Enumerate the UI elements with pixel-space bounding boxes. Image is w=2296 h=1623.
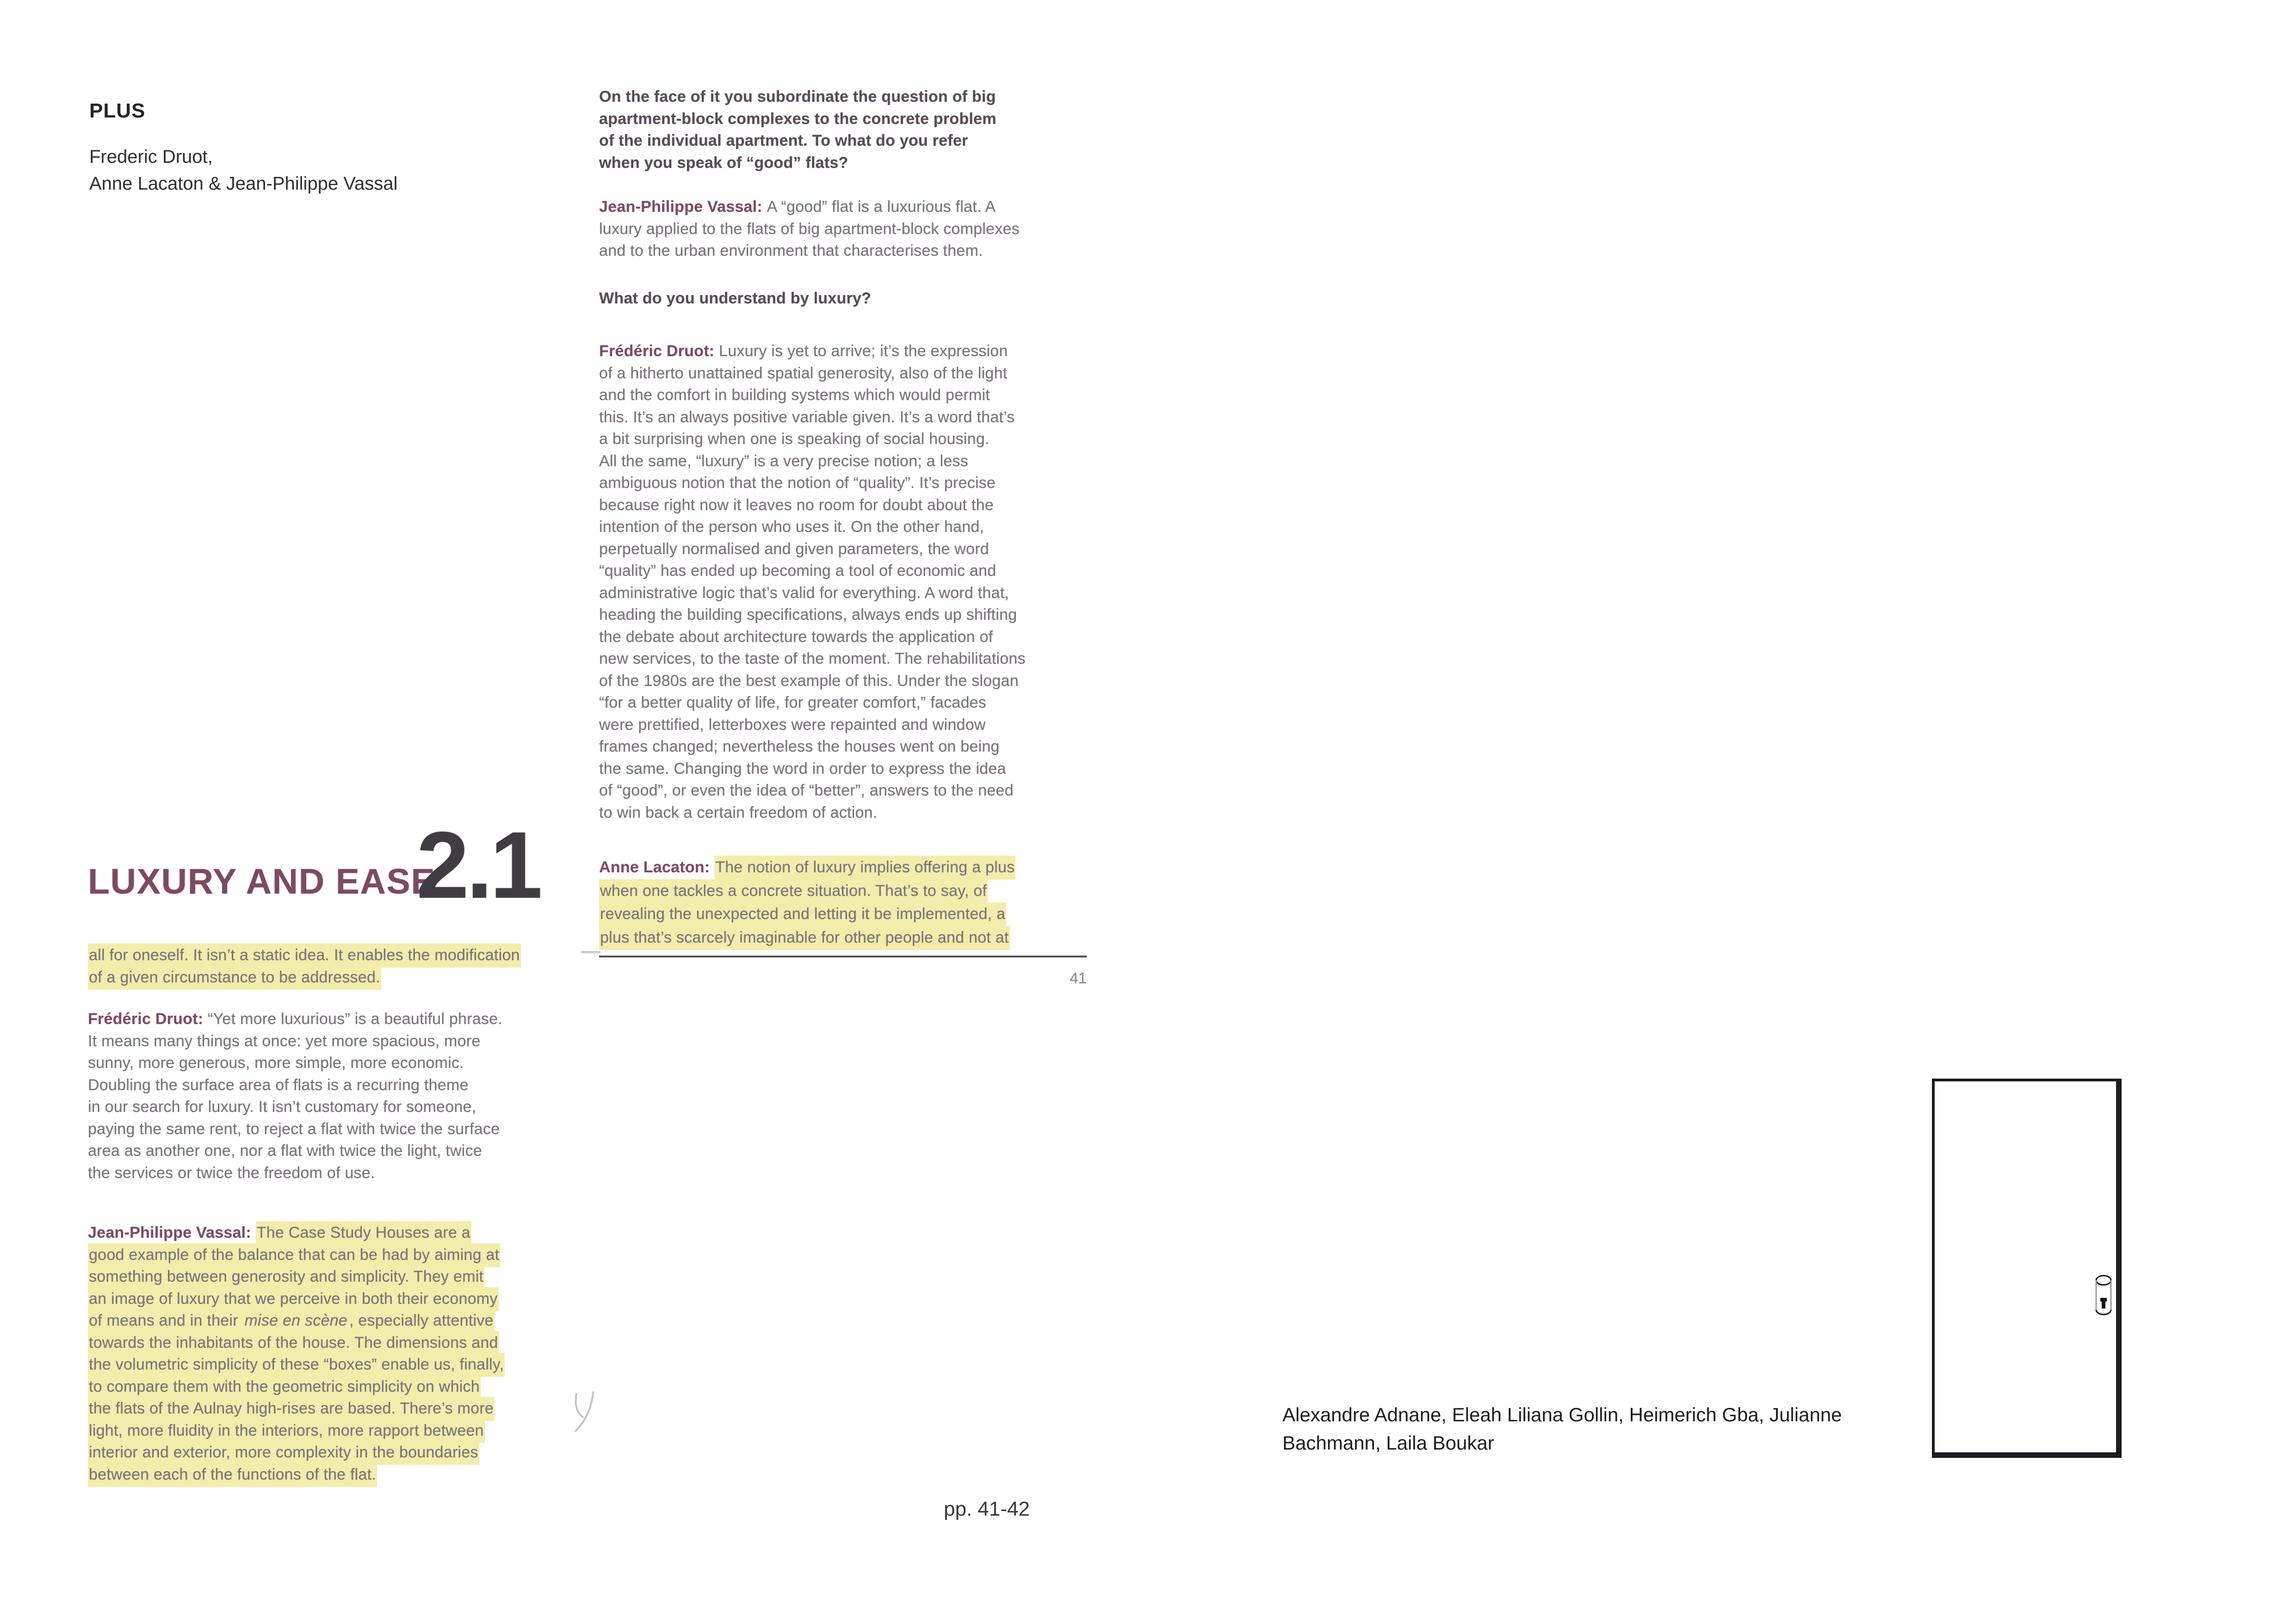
text-segment: apartment-block complexes to the concrete problem [599, 110, 996, 128]
text-line [88, 1310, 611, 1332]
text-segment: A “good” flat is a luxurious flat. A [767, 198, 996, 216]
text-segment: Anne Lacaton: [599, 858, 715, 876]
text-segment: “for a better quality of life, for greater comfort,” facades [599, 694, 987, 711]
text-segment: Frédéric Druot: [88, 1010, 208, 1028]
text-line [599, 494, 1094, 517]
text-segment: new services, to the taste of the moment. The rehabilitations [599, 650, 1026, 667]
text-segment: mise en scène [243, 1309, 348, 1333]
text-line [88, 1288, 611, 1310]
text-line [599, 450, 1094, 473]
text-segment: Jean-Philippe Vassal: [599, 198, 767, 216]
text-segment: the debate about architecture towards the application of [599, 628, 993, 646]
text-segment: of means and in their [88, 1309, 243, 1333]
text-segment: of a given circumstance to be addressed. [88, 966, 381, 990]
text-line [599, 758, 1094, 780]
text-line [88, 1398, 611, 1420]
text-line [599, 516, 1094, 538]
text-segment: of the individual apartment. To what do you refer [599, 132, 968, 149]
paragraph-druot-luxury [599, 340, 1094, 824]
text-segment: It means many things at once: yet more spacious, more [88, 1032, 481, 1050]
text-segment: Luxury is yet to arrive; it’s the expression [719, 342, 1008, 360]
text-segment: the volumetric simplicity of these “boxes” enable us, finally, [88, 1353, 505, 1377]
text-segment: between each of the functions of the flat. [88, 1463, 377, 1487]
text-segment: On the face of it you subordinate the question of big [599, 88, 996, 105]
stray-pencil-dash [581, 951, 600, 953]
text-segment: light, more fluidity in the interiors, more rapport between [88, 1419, 485, 1443]
paragraph-overflow-highlighted [88, 944, 606, 988]
names-line: Bachmann, Laila Boukar [1282, 1432, 1494, 1454]
text-line [599, 736, 1094, 758]
text-segment: What do you understand by luxury? [599, 290, 872, 307]
text-line [88, 1008, 606, 1031]
text-line [599, 802, 1094, 824]
text-line [88, 1354, 611, 1376]
text-line [599, 626, 1094, 648]
text-line [599, 288, 1094, 310]
text-line [88, 1464, 611, 1486]
text-line [599, 130, 1094, 152]
text-segment: area as another one, nor a flat with twice the light, twice [88, 1142, 482, 1160]
text-line [599, 428, 1094, 450]
text-line [88, 1244, 611, 1266]
text-segment: and to the urban environment that characterises them. [599, 242, 983, 259]
text-line [599, 648, 1094, 670]
pencil-mark [570, 1390, 600, 1435]
text-segment: when you speak of “good” flats? [599, 154, 848, 172]
text-segment: “quality” has ended up becoming a tool of economic and [599, 562, 996, 580]
pages-caption: pp. 41-42 [944, 1498, 1030, 1520]
paragraph-vassal-case-study [88, 1222, 611, 1486]
text-segment: revealing the unexpected and letting it be implemented, a [599, 902, 1006, 926]
text-line [88, 967, 606, 989]
text-line [88, 1074, 606, 1097]
door-handle-icon [2095, 1275, 2113, 1317]
text-segment: sunny, more generous, more simple, more economic. [88, 1054, 464, 1072]
chapter-number: 2.1 [416, 812, 540, 918]
text-line [599, 196, 1094, 218]
text-line [88, 1140, 606, 1162]
text-line [599, 218, 1094, 241]
text-line [599, 86, 1094, 108]
text-line [599, 407, 1094, 429]
text-line [88, 1031, 606, 1053]
text-line [88, 1266, 611, 1288]
text-segment: plus that’s scarcely imaginable for other people and not at [599, 926, 1010, 950]
text-segment: the flats of the Aulnay high-rises are based. There’s more [88, 1397, 495, 1421]
text-line [599, 604, 1094, 626]
text-segment: paying the same rent, to reject a flat with twice the surface [88, 1120, 500, 1138]
text-segment: administrative logic that’s valid for everything. A word that, [599, 584, 1009, 602]
text-line [599, 384, 1094, 407]
text-segment: heading the building specifications, always ends up shifting [599, 606, 1017, 623]
text-segment: of “good”, or even the idea of “better”, answers to the need [599, 782, 1014, 799]
interviewer-question-luxury [599, 288, 1094, 310]
authors-block [89, 143, 397, 197]
text-segment: because right now it leaves no room for doubt about the [599, 496, 994, 514]
text-segment: “Yet more luxurious” is a beautiful phrase. [208, 1010, 502, 1028]
text-line [599, 538, 1094, 561]
text-segment: ambiguous notion that the notion of “quality”. It’s precise [599, 474, 996, 492]
text-line [599, 582, 1094, 605]
text-segment: luxury applied to the flats of big apartment-block complexes [599, 220, 1020, 238]
text-line [599, 692, 1094, 714]
text-line [599, 108, 1094, 130]
text-segment: all for oneself. It isn’t a static idea. It enables the modification [88, 944, 521, 968]
names-line: Alexandre Adnane, Eleah Liliana Gollin, Heimerich Gba, Julianne [1282, 1404, 1842, 1426]
text-segment: The Case Study Houses are a [256, 1221, 471, 1245]
text-segment: intention of the person who uses it. On the other hand, [599, 518, 984, 536]
text-segment: Doubling the surface area of flats is a recurring theme [88, 1076, 469, 1094]
text-line [599, 152, 1094, 174]
text-segment: interior and exterior, more complexity in the boundaries [88, 1441, 479, 1465]
text-segment: towards the inhabitants of the house. The dimensions and [88, 1331, 499, 1355]
paragraph-vassal-good-flat [599, 196, 1094, 262]
text-segment: Frédéric Druot: [599, 342, 719, 360]
author-line: Frederic Druot, [89, 147, 213, 167]
text-segment: Jean-Philippe Vassal: [88, 1224, 256, 1241]
text-line [599, 363, 1094, 385]
text-line [88, 1420, 611, 1442]
text-segment: an image of luxury that we perceive in both their economy [88, 1287, 499, 1311]
text-segment: All the same, “luxury” is a very precise notion; a less [599, 452, 968, 470]
text-segment: when one tackles a concrete situation. That’s to say, of [599, 879, 988, 903]
footer-rule [599, 956, 1087, 957]
text-segment: and the comfort in building systems which would permit [599, 386, 990, 404]
text-line [599, 670, 1094, 692]
text-segment: the same. Changing the word in order to express the idea [599, 759, 1006, 778]
text-line [88, 1332, 611, 1354]
text-line [599, 879, 1094, 903]
paragraph-lacaton-notion-highlighted [599, 856, 1094, 949]
text-line [599, 856, 1094, 879]
text-line [599, 926, 1094, 950]
text-segment: the services or twice the freedom of use. [88, 1164, 375, 1182]
text-segment: to win back a certain freedom of action. [599, 803, 878, 821]
text-segment: something between generosity and simplicity. They emit [88, 1265, 484, 1289]
text-line [599, 240, 1094, 262]
text-segment: frames changed; nevertheless the houses went on being [599, 738, 1000, 755]
text-line [599, 714, 1094, 736]
text-line [88, 1222, 611, 1244]
author-line: Anne Lacaton & Jean-Philippe Vassal [89, 173, 398, 194]
text-segment: , especially attentive [348, 1309, 495, 1333]
page-number: 41 [1070, 969, 1087, 987]
text-line [88, 1376, 611, 1398]
text-line [88, 944, 606, 967]
text-segment: this. It’s an always positive variable given. It’s a word that’s [599, 408, 1015, 426]
text-line [599, 340, 1094, 363]
book-title: PLUS [89, 99, 146, 122]
text-segment: were prettified, letterboxes were repainted and window [599, 716, 986, 734]
text-segment: good example of the balance that can be had by aiming at [88, 1243, 500, 1267]
text-segment: of the 1980s are the best example of this. Under the slogan [599, 672, 1019, 690]
text-line [88, 1118, 606, 1141]
text-line [88, 1442, 611, 1464]
door-drawing [1932, 1079, 2122, 1458]
text-segment: in our search for luxury. It isn’t customary for someone, [88, 1098, 477, 1116]
text-line [88, 1052, 606, 1074]
text-segment: of a hitherto unattained spatial generosity, also of the light [599, 364, 1008, 382]
text-line [88, 1162, 606, 1185]
text-segment: perpetually normalised and given parameters, the word [599, 540, 989, 558]
text-line [599, 560, 1094, 582]
text-line [88, 1096, 606, 1118]
text-line [599, 780, 1094, 802]
paragraph-druot-more-luxurious [88, 1008, 606, 1184]
text-segment: to compare them with the geometric simplicity on which [88, 1375, 481, 1399]
names-caption [1282, 1401, 1976, 1457]
chapter-title: LUXURY AND EASE [88, 862, 436, 901]
text-segment: a bit surprising when one is speaking of social housing. [599, 430, 990, 448]
text-line [599, 902, 1094, 926]
text-line [599, 472, 1094, 494]
interviewer-question-good-flats [599, 86, 1094, 174]
text-segment: The notion of luxury implies offering a plus [714, 856, 1015, 880]
